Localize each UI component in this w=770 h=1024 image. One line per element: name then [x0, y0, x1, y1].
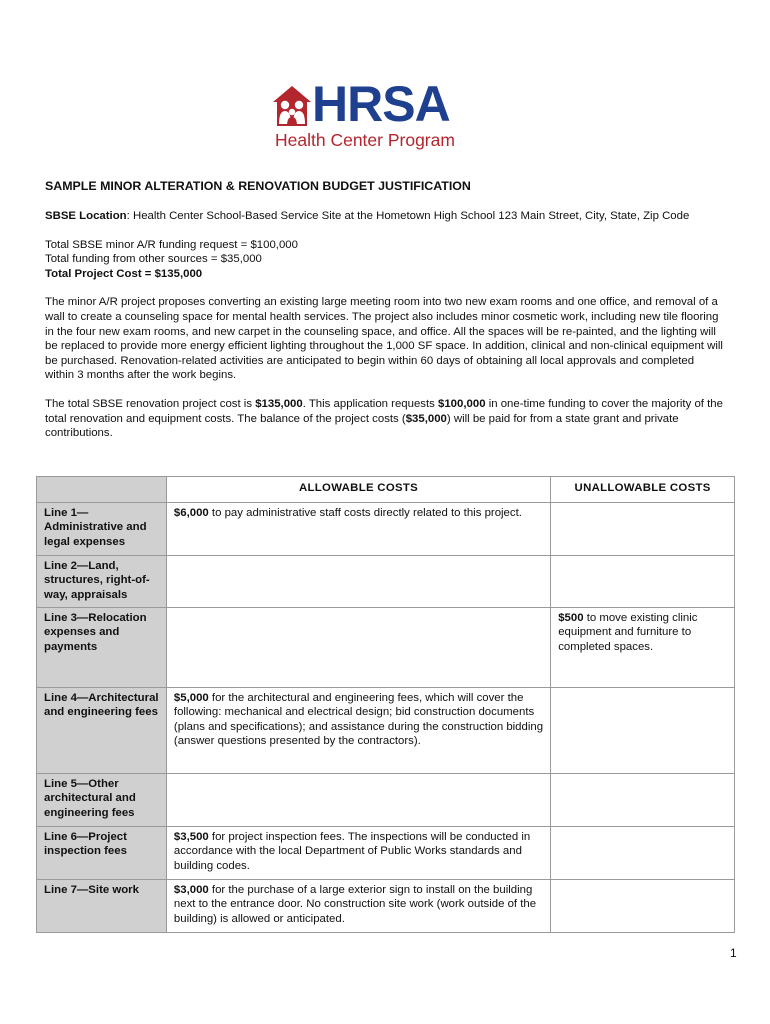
table-header-row: [37, 477, 735, 503]
unallowable-cell: [551, 607, 735, 687]
funding-paragraph-text-4: ) will be paid for from a state grant and private contributions.: [45, 412, 679, 440]
row-label: Line 2—Land, structures, right-of-way, appraisals: [37, 555, 167, 607]
row-label: Line 3—Relocation expenses and payments: [37, 607, 167, 687]
row-label: Line 6—Project inspection fees: [37, 826, 167, 879]
allowable-cell: [166, 555, 550, 607]
allowable-text: for the architectural and engineering fees, which will cover the following: mechanical and electrical design; bid construction documents (plans and specifications); and assistance during the construction bidding (answer questions presented by the contractors).: [173, 691, 544, 748]
funding-paragraph-text-1: The total SBSE renovation project cost is: [45, 397, 256, 410]
allowable-cell: [166, 687, 550, 773]
row-label: Line 4—Architectural and engineering fees: [37, 687, 167, 773]
allowable-cell: [166, 826, 550, 879]
funding-paragraph-text-3: in one-time funding to cover the majority of the total renovation and equipment costs. The balance of the project costs (: [45, 397, 723, 425]
unallowable-cell: [551, 879, 735, 932]
row-label: Line 5—Other architectural and engineering fees: [37, 773, 167, 826]
table-row: [37, 826, 735, 879]
balance-amount: $35,000: [405, 412, 447, 425]
allowable-cell: [166, 502, 550, 555]
funding-paragraph: [45, 397, 725, 441]
project-description: The minor A/R project proposes converting an existing large meeting room into two new exam rooms and one office, and removal of a wall to create a counseling space for mental health services. The project also includes minor cosmetic work, including new tile flooring in the four new exam rooms, and new carpet in the counseling space, and office. All the spaces will be re-painted, and the lighting will be replaced to provide more energy efficient lighting throughout the 1,000 SF space. In addition, clinical and non-clinical equipment will be purchased. Renovation-related activities are anticipated to begin within 60 days of obtaining all local approvals and completed within 3 months after the work begins.: [45, 296, 723, 382]
allowable-text: to pay administrative staff costs directly related to this project.: [208, 506, 522, 519]
location-text: : Health Center School-Based Service Site at the Hometown High School 123 Main Street, City, State, Zip Code: [126, 210, 690, 222]
hrsa-logo: [272, 76, 498, 152]
header-allowable: ALLOWABLE COSTS: [166, 477, 550, 503]
funding-summary: [45, 238, 725, 282]
cost-table: [36, 476, 735, 933]
table-row: [37, 879, 735, 932]
table-row: [37, 502, 735, 555]
page-number: 1: [730, 946, 737, 960]
total-project-cost: Total Project Cost = $135,000: [45, 267, 203, 280]
total-cost-amount: $135,000: [255, 397, 303, 410]
table-row: [37, 687, 735, 773]
row-label: Line 1—Administrative and legal expenses: [37, 502, 167, 555]
allowable-cell: [166, 879, 550, 932]
requested-amount: $100,000: [438, 397, 486, 410]
location-label: SBSE Location: [45, 210, 127, 222]
unallowable-amount: $500: [558, 611, 584, 624]
funding-request: Total SBSE minor A/R funding request = $100,000: [45, 238, 298, 251]
unallowable-cell: [551, 826, 735, 879]
table-row: [37, 773, 735, 826]
allowable-text: for project inspection fees. The inspections will be conducted in accordance with the local Department of Public Works standards and building codes.: [173, 830, 531, 872]
other-sources: Total funding from other sources = $35,000: [45, 253, 262, 266]
table-row: [37, 607, 735, 687]
unallowable-cell: [551, 502, 735, 555]
unallowable-cell: [551, 773, 735, 826]
header-unallowable: UNALLOWABLE COSTS: [551, 477, 735, 503]
location-line: [45, 209, 725, 224]
family-house-icon: [272, 84, 312, 128]
allowable-amount: $5,000: [173, 691, 209, 704]
allowable-cell: [166, 773, 550, 826]
unallowable-text: to move existing clinic equipment and furniture to completed spaces.: [558, 611, 698, 653]
document-title: SAMPLE MINOR ALTERATION & RENOVATION BUDGET JUSTIFICATION: [45, 179, 471, 193]
row-label: Line 7—Site work: [37, 879, 167, 932]
allowable-amount: $6,000: [173, 506, 209, 519]
allowable-cell: [166, 607, 550, 687]
allowable-amount: $3,000: [173, 883, 209, 896]
header-blank-cell: [37, 477, 167, 503]
unallowable-cell: [551, 555, 735, 607]
allowable-text: for the purchase of a large exterior sign to install on the building next to the entrance door. No construction site work (work outside of the building) is allowed or anticipated.: [173, 883, 537, 925]
document-body: [45, 178, 725, 441]
logo-wordmark: HRSA: [312, 76, 450, 132]
allowable-amount: $3,500: [173, 830, 209, 843]
funding-paragraph-text-2: . This application requests: [302, 397, 439, 410]
unallowable-cell: [551, 687, 735, 773]
logo-subtitle: Health Center Program: [275, 130, 455, 150]
table-row: [37, 555, 735, 607]
